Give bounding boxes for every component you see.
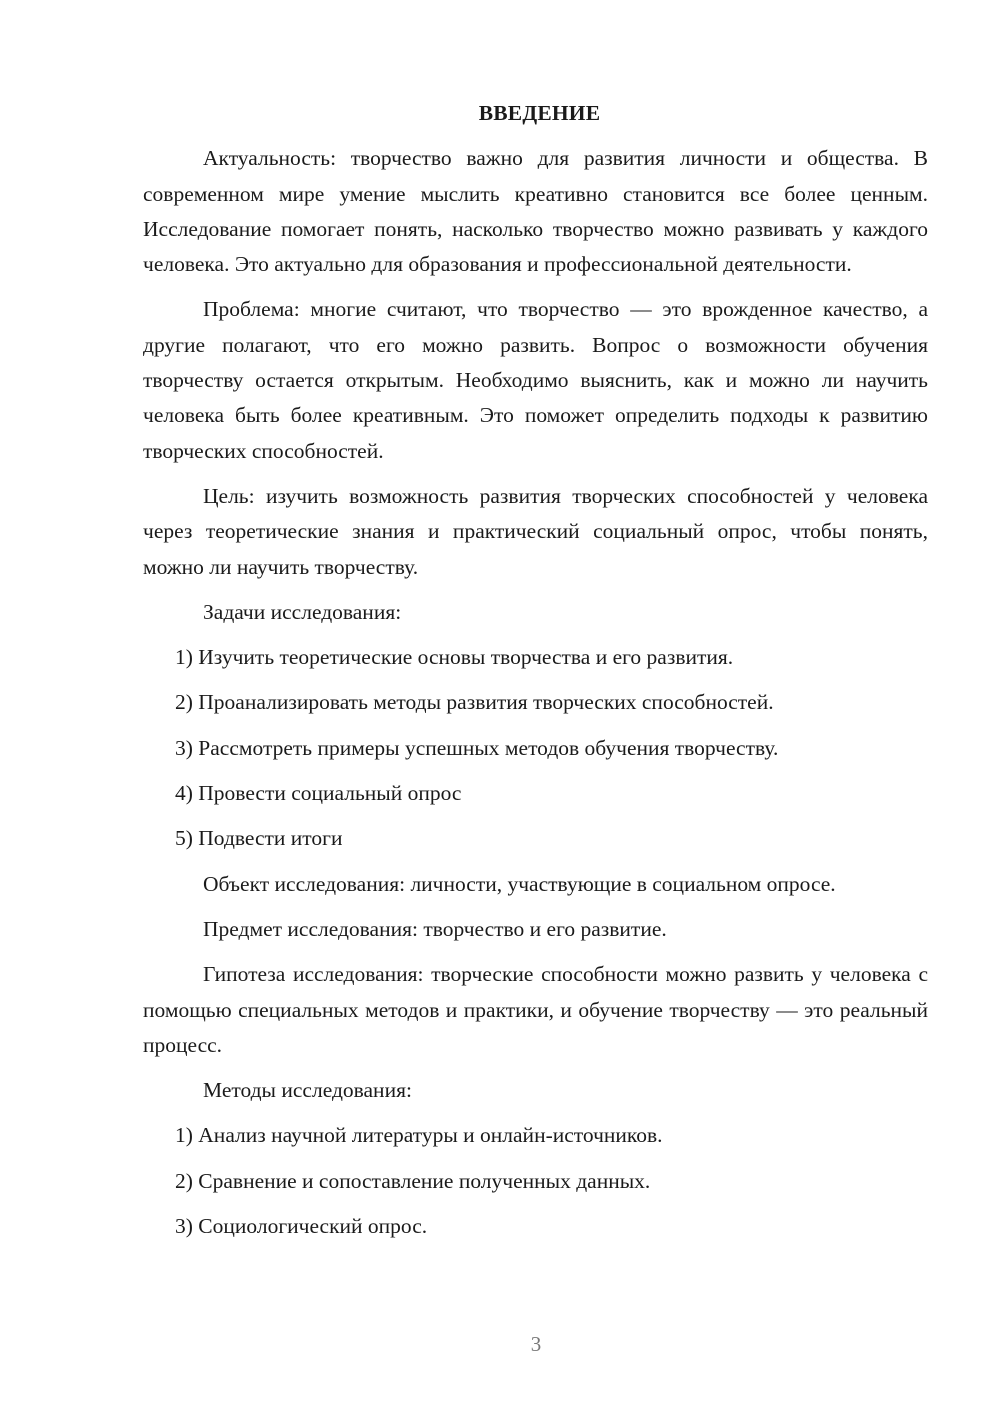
list-item: 2) Проанализировать методы развития творческих способностей. [175, 690, 774, 715]
page-content [143, 96, 928, 1254]
list-item: 1) Анализ научной литературы и онлайн-источников. [175, 1123, 663, 1148]
subject-paragraph: Предмет исследования: творчество и его развитие. [203, 916, 667, 941]
methods-label: Методы исследования: [203, 1078, 412, 1103]
list-item: 1) Изучить теоретические основы творчества и его развития. [175, 645, 734, 670]
problem-paragraph: Проблема: многие считают, что творчество — это врожденное качество, а другие полагают, что его можно развить. Вопрос о возможности обучения творчеству остается открытым. Необходимо выяснить, как и можно ли научить человека быть более креативным. Это поможет определить подходы к развитию творческих способностей. [143, 297, 928, 463]
list-item: 2) Сравнение и сопоставление полученных данных. [175, 1168, 651, 1193]
list-item: 3) Рассмотреть примеры успешных методов обучения творчеству. [175, 735, 779, 760]
relevance-paragraph: Актуальность: творчество важно для развития личности и общества. В современном мире умение мыслить креативно становится все более ценным. Исследование помогает понять, насколько творчество можно развивать у каждого человека. Это актуально для образования и профессиональной деятельности. [143, 146, 928, 277]
list-item: 5) Подвести итоги [175, 826, 343, 851]
page-number: 3 [530, 1332, 542, 1356]
list-item: 3) Социологический опрос. [175, 1214, 428, 1239]
hypothesis-paragraph: Гипотеза исследования: творческие способности можно развить у человека с помощью специальных методов и практики, и обучение творчеству — это реальный процесс. [143, 962, 928, 1057]
page-title: ВВЕДЕНИЕ [478, 101, 601, 125]
goal-paragraph: Цель: изучить возможность развития творческих способностей у человека через теоретические знания и практический социальный опрос, чтобы понять, можно ли научить творчеству. [143, 483, 928, 579]
list-item: 4) Провести социальный опрос [175, 781, 462, 806]
tasks-list [143, 640, 928, 856]
tasks-label: Задачи исследования: [203, 599, 402, 624]
object-paragraph: Объект исследования: личности, участвующие в социальном опросе. [203, 871, 836, 896]
methods-list [143, 1118, 928, 1244]
